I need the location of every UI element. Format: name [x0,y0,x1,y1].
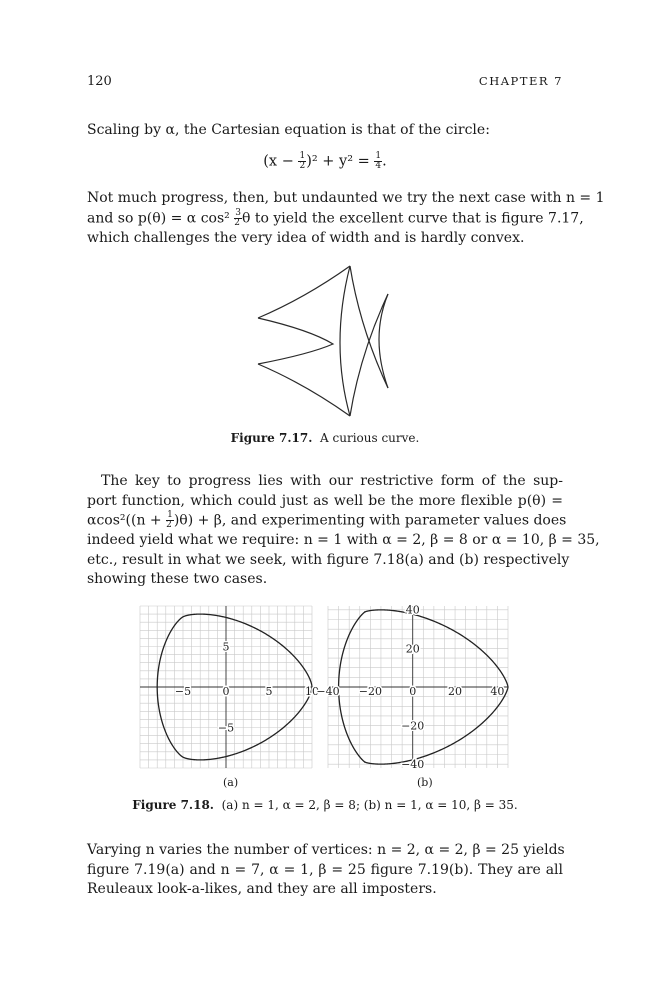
fraction-num: 1 [167,510,173,520]
text-line: which challenges the very idea of width and is hardly convex. [87,229,525,246]
equation-left-pre: (x − [263,153,299,170]
fraction-den: 4 [375,161,382,171]
text-line: Not much progress, then, but undaunted we try the next case with n = 1 [87,190,605,206]
x-tick-label: −5 [174,684,192,698]
chapter-title: CHAPTER 7 [478,74,563,88]
fraction-den: 2 [234,217,240,228]
x-tick-label: 20 [448,684,463,698]
x-tick-label: −20 [358,684,382,698]
caption-text: (a) n = 1, α = 2, β = 8; (b) n = 1, α = 10, β = 35. [221,798,518,812]
x-tick-label: 40 [490,684,505,698]
equation-end: . [382,153,387,170]
x-tick-label: 5 [265,684,273,698]
caption-label: Figure 7.17. [230,431,313,445]
fraction-quarter [374,152,382,171]
figure-7-17-caption [0,431,650,445]
text-line: etc., result in what we seek, with figure 7.18(a) and (b) respectively [87,551,570,568]
text-line: port function, which could just as well be the more flexible p(θ) = [87,492,563,509]
y-tick-label: 40 [405,603,420,617]
x-tick-label: −40 [316,684,340,698]
caption-label: Figure 7.18. [132,798,214,812]
circle-equation [0,152,650,171]
curve-left-lobe [258,318,333,364]
fraction-num: 1 [375,151,382,161]
text-fragment: αcos²((n + [87,512,167,529]
text-line: indeed yield what we require: n = 1 with α = 2, β = 8 or α = 10, β = 35, [87,532,600,548]
y-tick-label: 20 [405,642,420,656]
paragraph-varying-n [87,841,563,900]
text-fragment: )θ) + β, and experimenting with parameter values does [173,512,567,529]
text-fragment: θ to yield the excellent curve that is figure 7.17, [241,210,584,226]
figure-7-18a-plot [138,604,319,770]
figure-7-18b-plot [316,603,510,771]
text-line: Reuleaux look-a-likes, and they are all imposters. [87,881,437,897]
y-tick-label: −5 [217,721,235,735]
text-line: Varying n varies the number of vertices: n = 2, α = 2, β = 25 yields [87,842,565,858]
paragraph-scaling [87,121,563,141]
text-line [87,207,584,229]
fraction-half [166,511,174,530]
figure-7-18-caption [0,798,650,812]
fraction-three-halves [234,209,242,228]
fraction-num: 3 [235,207,241,218]
paragraph-key-to-progress [87,472,600,590]
y-tick-label: −20 [401,719,425,733]
text-line: Scaling by α, the Cartesian equation is that of the circle: [87,122,490,138]
curve-right-outer-top [379,294,388,388]
curve-left-cusp-bottom [258,364,350,416]
curve-left-cusp-top [258,266,350,318]
paragraph-progress [87,189,605,248]
subfigure-label-b: (b) [417,776,433,789]
subfigure-label-a: (a) [223,776,239,789]
fraction-den: 2 [166,520,172,530]
running-header [87,74,563,92]
x-tick-label: 10 [305,684,319,698]
text-line: figure 7.19(a) and n = 7, α = 1, β = 25 figure 7.19(b). They are all [87,861,563,878]
x-tick-label: 0 [222,684,230,698]
caption-text: A curious curve. [320,431,420,445]
text-line: showing these two cases. [87,571,268,587]
x-tick-label: 0 [409,684,417,698]
text-line [87,510,567,531]
y-tick-label: 5 [222,640,230,654]
curve-spine [340,266,350,416]
text-line: The key to progress lies with our restrictive form of the sup- [101,473,563,489]
fraction-den: 2 [299,161,306,171]
y-tick-label: −40 [401,757,425,771]
equation-left-post: )² + y² = [306,153,375,170]
page-number: 120 [87,74,112,89]
fraction-num: 1 [299,151,306,161]
figure-7-17-curve [250,258,400,424]
text-fragment: and so p(θ) = α cos² [87,210,235,226]
